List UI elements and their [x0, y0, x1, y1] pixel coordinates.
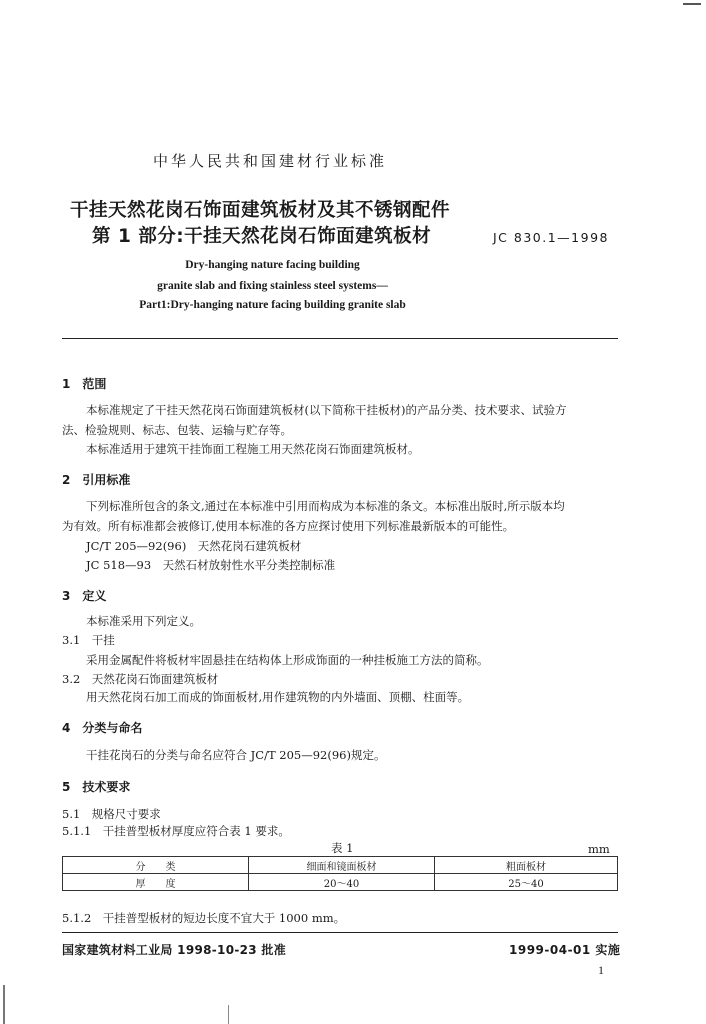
section-5-heading: 5 技术要求: [62, 780, 131, 794]
approval-issuer-date: 国家建筑材料工业局 1998-10-23 批准: [62, 943, 287, 957]
clause-5-1: 5.1 规格尺寸要求: [62, 807, 161, 821]
table-header-cell: 粗面板材: [435, 857, 618, 874]
standard-type: 中华人民共和国建材行业标准: [152, 152, 387, 170]
section-1-para-2: 本标准适用于建筑干挂饰面工程施工用天然花岗石饰面建筑板材。: [86, 442, 420, 456]
english-title-line-3: Part1:Dry-hanging nature facing building granite slab: [139, 299, 406, 311]
section-2-para-line-2: 为有效。所有标准都会被修订,使用本标准的各方应探讨使用下列标准最新版本的可能性。: [62, 519, 515, 533]
definition-3-1-heading: 3.1 干挂: [62, 633, 115, 647]
footer-rule: [62, 932, 618, 933]
table-header-cell: 分 类: [63, 857, 249, 874]
reference-jc-t-205: JC/T 205—92(96) 天然花岗石建筑板材: [86, 539, 302, 553]
section-3-heading: 3 定义: [62, 589, 107, 603]
standard-code: JC 830.1—1998: [493, 230, 609, 245]
scan-speck: [683, 3, 701, 5]
definition-3-2-text: 用天然花岗石加工而成的饰面板材,用作建筑物的内外墙面、顶棚、柱面等。: [86, 690, 470, 704]
table-1-unit: mm: [588, 842, 610, 856]
effective-date: 1999-04-01 实施: [509, 943, 621, 957]
table-cell: 厚 度: [63, 874, 249, 891]
section-4-para: 干挂花岗石的分类与命名应符合 JC/T 205—92(96)规定。: [86, 748, 386, 762]
section-2-heading: 2 引用标准: [62, 473, 131, 487]
reference-jc-518: JC 518—93 天然石材放射性水平分类控制标准: [86, 558, 336, 572]
section-1-para-1-line-2: 法、检验规则、标志、包装、运输与贮存等。: [62, 423, 292, 437]
title-line-1: 干挂天然花岗石饰面建筑板材及其不锈钢配件: [70, 200, 451, 221]
section-3-para: 本标准采用下列定义。: [86, 614, 201, 628]
table-row: [63, 857, 618, 874]
clause-5-1-2: 5.1.2 干挂普型板材的短边长度不宜大于 1000 mm。: [62, 911, 346, 925]
page-number: 1: [598, 963, 604, 977]
header-rule: [62, 338, 618, 339]
table-cell: 20～40: [249, 874, 435, 891]
section-2-para-line-1: 下列标准所包含的条文,通过在本标准中引用而构成为本标准的条文。本标准出版时,所示版本均: [86, 499, 565, 513]
table-1-caption: 表 1: [331, 841, 354, 855]
english-title-line-2: granite slab and fixing stainless steel systems—: [157, 280, 388, 292]
english-title-line-1: Dry-hanging nature facing building: [185, 259, 360, 271]
table-row: [63, 874, 618, 891]
section-1-para-1-line-1: 本标准规定了干挂天然花岗石饰面建筑板材(以下简称干挂板材)的产品分类、技术要求、试验方: [86, 403, 567, 417]
clause-5-1-1: 5.1.1 干挂普型板材厚度应符合表 1 要求。: [62, 824, 290, 838]
definition-3-2-heading: 3.2 天然花岗石饰面建筑板材: [62, 672, 219, 686]
table-cell: 25～40: [435, 874, 618, 891]
title-line-2: 第 1 部分:干挂天然花岗石饰面建筑板材: [92, 226, 432, 247]
definition-3-1-text: 采用金属配件将板材牢固悬挂在结构体上形成饰面的一种挂板施工方法的简称。: [86, 653, 489, 667]
section-1-heading: 1 范围: [62, 377, 107, 391]
table-header-cell: 细面和镜面板材: [249, 857, 435, 874]
table-1: [62, 856, 618, 891]
section-4-heading: 4 分类与命名: [62, 721, 143, 735]
scan-edge-line: [228, 1005, 229, 1024]
scan-edge-line: [3, 985, 5, 1024]
